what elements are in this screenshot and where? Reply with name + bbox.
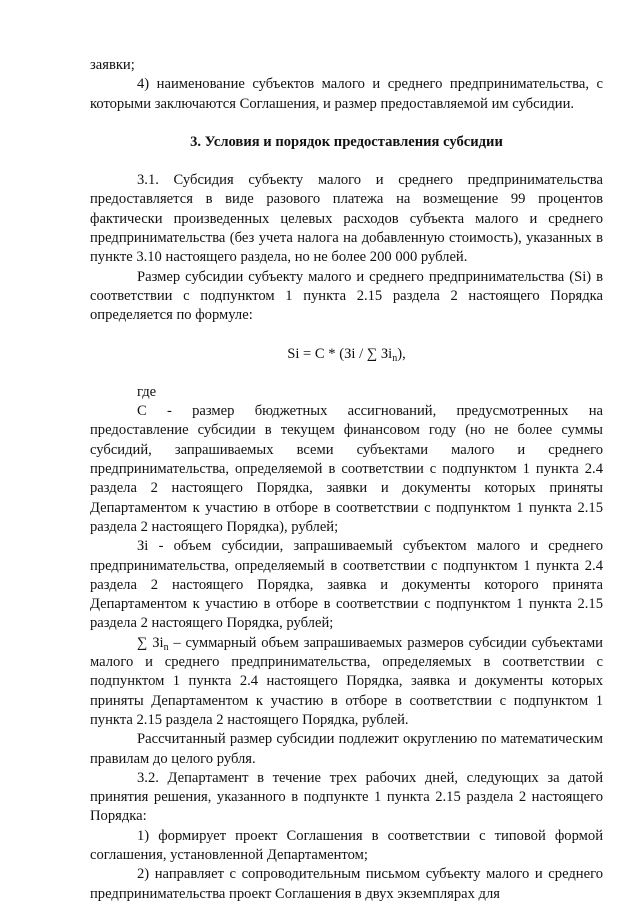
formula (90, 345, 603, 364)
sum-definition-text: – суммарный объем запрашиваемых размеров субсидии субъектами малого и среднего предпринимательства, определяемых в соответствии с подпунктом 1 пункта 2.4 настоящего Порядка, заявка и документы которых приняты Департаментом к участию в отборе в соответствии с подпунктом 1 пункта 2.15 раздела 2 настоящего Порядка, рублей. (90, 634, 603, 728)
paragraph-definition-sum (90, 634, 603, 730)
paragraph-3-1: 3.1. Субсидия субъекту малого и среднего предпринимательства предоставляется в виде разового платежа на возмещение 99 процентов фактически произведенных целевых расходов субъекта малого и среднего предпринимательства (без учета налога на добавленную стоимость), указанных в пункте 3.10 настоящего раздела, но не более 200 000 рублей. (90, 172, 603, 266)
formula-tail: ), (397, 345, 406, 362)
sum-symbol-prefix: ∑ Зi (137, 634, 164, 651)
paragraph-zayavki: заявки; (90, 57, 135, 73)
section-heading: 3. Условия и порядок предоставления субсидии (190, 133, 503, 150)
paragraph-definition-c: С - размер бюджетных ассигнований, предусмотренных на предоставление субсидии в текущем финансовом году (но не более суммы субсидий, запрашиваемых всеми субъектами малого и среднего предпринимательства, определяемой в соответствии с подпунктом 1 пункта 2.4 раздела 2 настоящего Порядка, заявки и документы которых приняты Департаментом к участию в отборе в соответствии с подпунктом 1 пункта 2.15 раздела 2 настоящего Порядка), рублей; (90, 403, 603, 535)
paragraph-definition-zi: Зi - объем субсидии, запрашиваемый субъектом малого и среднего предпринимательства, определяемый в соответствии с подпунктом 1 пункта 2.4 раздела 2 настоящего Порядка, заявка и документы которого принята Департаментом к участию в отборе в соответствии с подпунктом 1 пункта 2.15 раздела 2 настоящего Порядка, рублей; (90, 538, 603, 632)
paragraph-step-2: 2) направляет с сопроводительным письмом субъекту малого и среднего предпринимательства проект Соглашения в двух экземплярах для (90, 866, 603, 902)
sum-subscript: n (163, 641, 169, 653)
formula-subscript: n (392, 352, 398, 364)
where-label: где (137, 383, 157, 400)
paragraph-step-1: 1) формирует проект Соглашения в соответствии с типовой формой соглашения, установленной Департаментом; (90, 827, 603, 863)
document-body (90, 56, 603, 904)
formula-main: Si = C * (Зi / ∑ Зi (287, 345, 393, 362)
paragraph-3-2: 3.2. Департамент в течение трех рабочих дней, следующих за датой принятия решения, указанного в подпункте 1 пункта 2.15 раздела 2 настоящего Порядка: (90, 769, 603, 825)
paragraph-item-4: 4) наименование субъектов малого и среднего предпринимательства, с которыми заключаются Соглашения, и размер предоставляемой им субсидии. (90, 76, 603, 112)
paragraph-rounding: Рассчитанный размер субсидии подлежит округлению по математическим правилам до целого рубля. (90, 731, 603, 767)
paragraph-subsidy-size: Размер субсидии субъекту малого и среднего предпринимательства (Si) в соответствии с подпунктом 1 пункта 2.15 раздела 2 настоящего Порядка определяется по формуле: (90, 268, 603, 324)
